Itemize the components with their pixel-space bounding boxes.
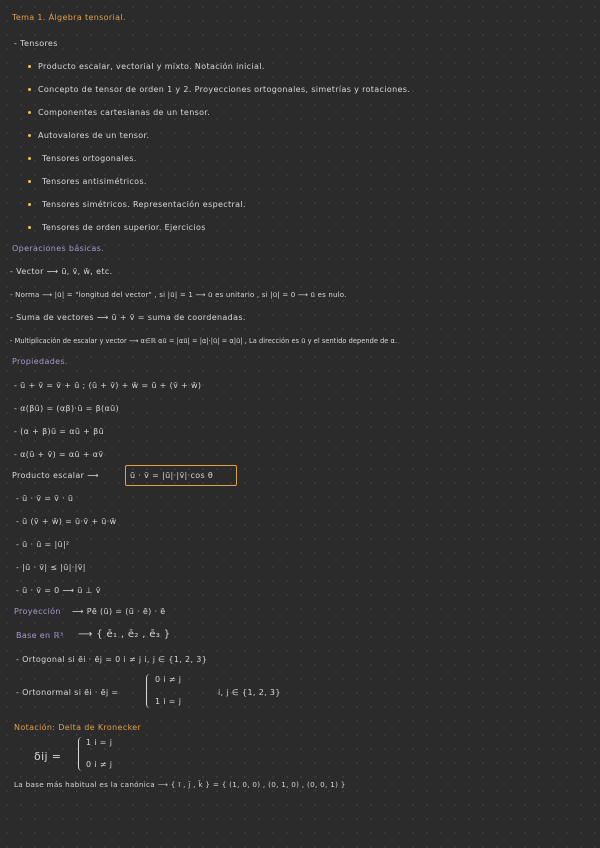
- operacion-line: - Vector ⟶ ū, v̄, w̄, etc.: [10, 267, 113, 276]
- base-label: Base en ℝ³: [16, 631, 64, 640]
- bullet-dot: [28, 180, 31, 183]
- list-item: Autovalores de un tensor.: [38, 131, 150, 140]
- ortonormal-left: - Ortonormal si ēi · ēj =: [16, 688, 119, 697]
- producto-prop-line: - ū · ū = |ū|²: [16, 540, 70, 549]
- base-formula: ⟶ { ē₁ , ē₂ , ē₃ }: [78, 629, 171, 640]
- tensores-heading: - Tensores: [14, 39, 58, 48]
- bullet-dot: [28, 111, 31, 114]
- producto-escalar-label: Producto escalar ⟶: [12, 471, 99, 480]
- propiedad-line: - α(ū + v̄) = αū + αv̄: [14, 450, 104, 459]
- bullet-dot: [28, 226, 31, 229]
- ortonormal-brace: [146, 674, 151, 708]
- bullet-dot: [28, 157, 31, 160]
- ortogonal-line: - Ortogonal si ēi · ēj = 0 i ≠ j i, j ∈ {1, 2, 3}: [16, 655, 208, 664]
- page-title: Tema 1. Álgebra tensorial.: [12, 13, 126, 22]
- delta-case: 0 i ≠ j: [86, 760, 113, 769]
- list-item: Tensores ortogonales.: [42, 154, 137, 163]
- ortonormal-right: i, j ∈ {1, 2, 3}: [218, 688, 281, 697]
- list-item: Concepto de tensor de orden 1 y 2. Proyecciones ortogonales, simetrías y rotaciones.: [38, 85, 411, 94]
- delta-case: 1 i = j: [86, 738, 113, 747]
- operaciones-heading: Operaciones básicas.: [12, 244, 105, 253]
- list-item: Componentes cartesianas de un tensor.: [38, 108, 211, 117]
- producto-prop-line: - ū (v̄ + w̄) = ū·v̄ + ū·w̄: [16, 517, 117, 526]
- proyeccion-label: Proyección: [14, 607, 61, 616]
- list-item: Tensores de orden superior. Ejercicios: [42, 223, 206, 232]
- bullet-dot: [28, 65, 31, 68]
- producto-escalar-formula: ū · v̄ = |ū|·|v̄|·cos θ: [130, 471, 214, 480]
- producto-prop-line: - |ū · v̄| ≤ |ū|·|v̄|: [16, 563, 86, 572]
- propiedad-line: - (α + β)ū = αū + βū: [14, 427, 105, 436]
- list-item: Tensores simétricos. Representación espectral.: [42, 200, 246, 209]
- bullet-dot: [28, 203, 31, 206]
- operacion-line: - Multiplicación de escalar y vector ⟶ α∈ℝ αū = |αū| = |α|·|ū| = α|ū| , La dirección es ū y el sentido depende de α.: [10, 337, 398, 345]
- proyeccion-formula: ⟶ Pē (ū) = (ū · ē) · ē: [72, 607, 166, 616]
- bullet-dot: [28, 134, 31, 137]
- ortonormal-case: 0 i ≠ j: [155, 675, 182, 684]
- producto-prop-line: - ū · v̄ = v̄ · ū: [16, 494, 74, 503]
- delta-brace: [78, 737, 83, 771]
- operacion-line: - Suma de vectores ⟶ ū + v̄ = suma de coordenadas.: [10, 313, 246, 322]
- list-item: Tensores antisimétricos.: [42, 177, 147, 186]
- propiedad-line: - α(βū) = (αβ)·ū = β(αū): [14, 404, 120, 413]
- canonica-line: La base más habitual es la canónica ⟶ { ī , j̄ , k̄ } = { (1, 0, 0) , (0, 1, 0) , (0, 0, 1) }: [14, 780, 346, 789]
- list-item: Producto escalar, vectorial y mixto. Notación inicial.: [38, 62, 265, 71]
- propiedades-heading: Propiedades.: [12, 357, 68, 366]
- ortonormal-case: 1 i = j: [155, 697, 182, 706]
- producto-prop-line: - ū · v̄ = 0 ⟶ ū ⊥ v̄: [16, 586, 101, 595]
- delta-symbol: δij =: [34, 750, 62, 763]
- operacion-line: - Norma ⟶ |ū| = "longitud del vector" , si |ū| = 1 ⟶ ū es unitario , si |ū| = 0 ⟶ ū es nulo.: [10, 291, 347, 299]
- bullet-dot: [28, 88, 31, 91]
- notacion-heading: Notación: Delta de Kronecker: [14, 723, 142, 732]
- propiedad-line: - ū + v̄ = v̄ + ū ; (ū + v̄) + w̄ = ū + (v̄ + w̄): [14, 381, 202, 390]
